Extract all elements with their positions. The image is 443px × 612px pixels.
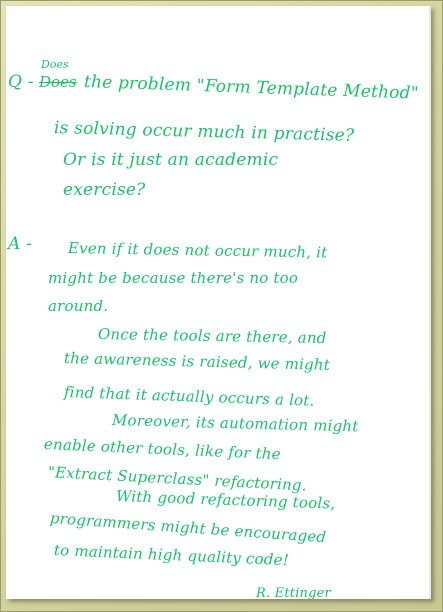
answer-line-1: Even if it does not occur much, it — [67, 239, 328, 262]
answer-line-11: programmers might be encouraged — [49, 509, 327, 547]
answer-line-8: enable other tools, like for the — [43, 435, 282, 464]
question-line-1: the problem "Form Template Method" — [83, 72, 420, 104]
answer-line-12: to maintain high quality code! — [53, 541, 290, 570]
answer-line-3: around. — [48, 297, 109, 315]
answer-line-5: the awareness is raised, we might — [63, 349, 331, 374]
answer-line-7: Moreover, its automation might — [111, 411, 359, 436]
question-line-2: is solving occur much in practise? — [53, 118, 355, 146]
answer-line-2: might be because there's no too — [48, 269, 299, 287]
answer-line-10: With good refactoring tools, — [115, 487, 336, 513]
signature: R. Ettinger — [256, 586, 331, 599]
question-line-4: exercise? — [63, 180, 146, 200]
question-inserted-word: Does — [41, 58, 69, 71]
answer-line-6: find that it actually occurs a lot. — [63, 383, 315, 410]
question-struck-word: Does — [39, 73, 77, 91]
answer-marker: A - — [8, 234, 33, 254]
question-marker: Q - — [8, 72, 34, 92]
answer-line-4: Once the tools are there, and — [97, 325, 327, 347]
question-line-3: Or is it just an academic — [63, 150, 279, 170]
handwritten-sheet — [6, 6, 431, 599]
answer-line-9: "Extract Superclass" refactoring. — [47, 463, 308, 495]
